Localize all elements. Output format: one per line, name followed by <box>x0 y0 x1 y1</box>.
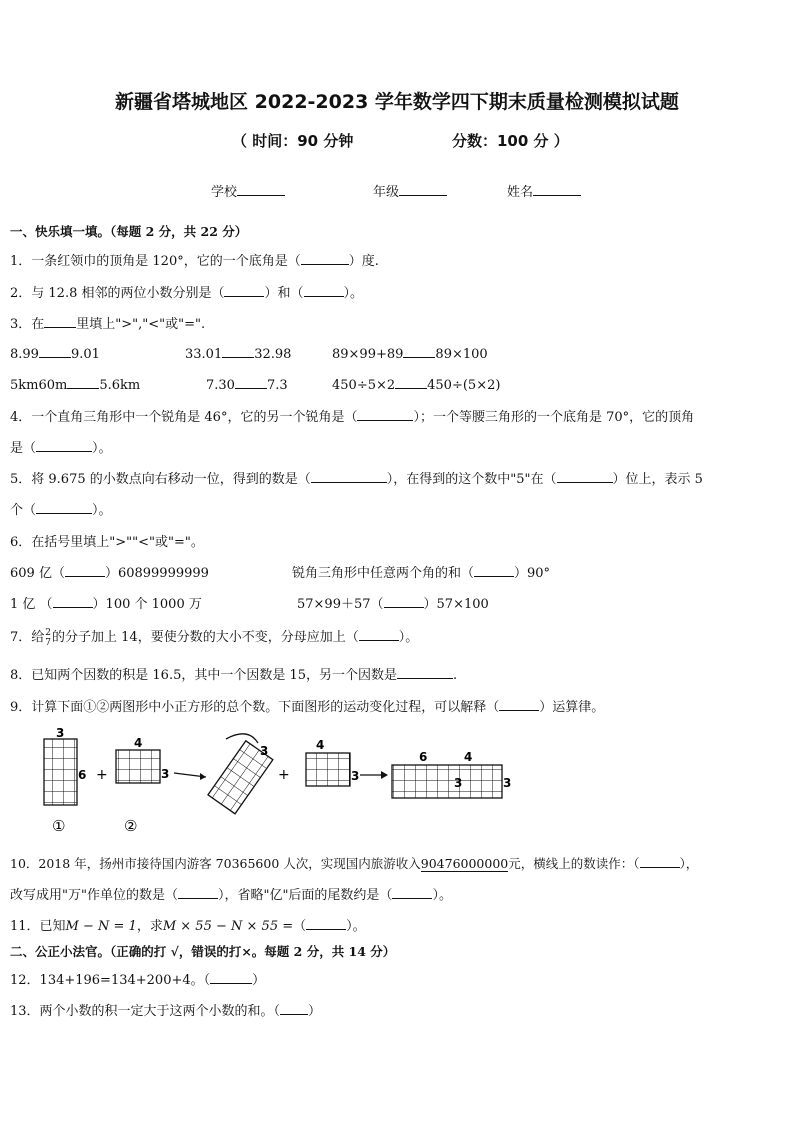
q7-blank[interactable] <box>359 626 399 641</box>
q9-blank[interactable] <box>499 696 539 711</box>
q11-text-d: ）。 <box>346 919 366 934</box>
q8-blank[interactable] <box>397 664 453 679</box>
q5-text-a: 5．将 9.675 的小数点向右移动一位，得到的数是（ <box>10 472 311 487</box>
question-6: 6．在括号里填上">""<"或"="。 <box>10 535 204 550</box>
q3-row-2-a <box>10 374 140 393</box>
q7-text-a: 7．给 <box>10 630 45 645</box>
figure-1-width-label: 3 <box>56 726 65 740</box>
question-4-line-2 <box>10 437 112 456</box>
question-10-line-1 <box>10 853 698 872</box>
question-12 <box>10 969 265 988</box>
q5-blank-1[interactable] <box>311 468 387 483</box>
figure-2-grid <box>116 750 160 783</box>
figure-1-grid <box>44 739 77 805</box>
q11-equation-2: M × 55 − N × 55 = <box>162 919 294 934</box>
question-11 <box>10 915 366 934</box>
q6-row-2-a <box>10 593 202 612</box>
q3-blank <box>44 313 76 328</box>
q4-text-d: ）。 <box>92 441 112 456</box>
q3-r2-v3: 7.30 <box>206 378 235 393</box>
q7-denominator: 7 <box>45 637 52 648</box>
combined-inner-3: 3 <box>454 776 463 790</box>
q5-text-e: ）。 <box>92 503 112 518</box>
q2-blank-2[interactable] <box>304 282 344 297</box>
q2-text: 2．与 12.8 相邻的两位小数分别是（ <box>10 286 225 301</box>
name-blank[interactable] <box>533 181 581 196</box>
q10-underlined-number: 90476000000 <box>420 856 509 871</box>
page-title: 新疆省塔城地区 2022-2023 学年数学四下期末质量检测模拟试题 <box>115 91 679 113</box>
q11-text-c: （ <box>293 919 307 934</box>
q3-row-1-a <box>10 343 100 362</box>
q3-r1-blank-1[interactable] <box>39 343 71 358</box>
question-13 <box>10 1000 321 1019</box>
q3-r1-blank-3[interactable] <box>403 343 435 358</box>
q2-mid: ）和（ <box>264 286 304 301</box>
combined-width-6: 6 <box>419 750 428 764</box>
q3-r1-blank-2[interactable] <box>222 343 254 358</box>
q8-after: . <box>453 668 458 683</box>
q7-text-c: ）。 <box>398 630 419 645</box>
q6-r1-c: 锐角三角形中任意两个角的和（ <box>292 566 475 581</box>
q6-r2-left: 1 亿 （ <box>10 597 53 612</box>
figure-2-width-label: 4 <box>134 736 143 750</box>
q10-text-c: ）， <box>679 856 699 871</box>
q13-after: ） <box>308 1004 322 1019</box>
q10-text-a: 10．2018 年，扬州市接待国内游客 70365600 人次，实现国内旅游收入 <box>10 856 421 871</box>
q10-text-f: ）。 <box>432 888 452 903</box>
question-5-line-2 <box>10 499 112 518</box>
q12-blank[interactable] <box>210 969 252 984</box>
q10-text-e: ），省略"亿"后面的尾数约是（ <box>217 888 393 903</box>
combined-height-3: 3 <box>503 776 512 790</box>
q6-r2-right: ）100 个 1000 万 <box>92 597 202 612</box>
q3-r1-v2: 9.01 <box>70 347 100 362</box>
section-1-title: 一、快乐填一填。（每题 2 分，共 22 分） <box>10 224 248 239</box>
q10-blank-3[interactable] <box>392 884 432 899</box>
name-label: 姓名 <box>507 185 534 200</box>
q6-r2-d: ）57×100 <box>423 597 489 612</box>
figure-2-copy-width: 4 <box>316 738 325 752</box>
q3-r1-v5: 89×99+89 <box>332 347 404 362</box>
question-10-line-2 <box>10 884 452 903</box>
q13-text: 13．两个小数的积一定大于这两个小数的和。（ <box>10 1004 281 1019</box>
q6-r1-d: ）90° <box>514 566 551 581</box>
q3-r1-v3: 33.01 <box>185 347 223 362</box>
q3-r2-v4: 7.3 <box>266 378 288 393</box>
arrow-2-head <box>381 771 388 779</box>
q3-r2-v5: 450÷5×2 <box>332 378 396 393</box>
section-2-title: 二、公正小法官。（正确的打 √，错误的打×。每题 2 分，共 14 分） <box>10 944 396 959</box>
school-blank[interactable] <box>237 181 285 196</box>
q7-text-b: 的分子加上 14，要使分数的大小不变，分母应加上（ <box>52 630 359 645</box>
q6-blank-1[interactable] <box>65 562 105 577</box>
name-field[interactable] <box>507 181 581 200</box>
q6-row-1-a <box>10 562 209 581</box>
question-9 <box>10 696 604 715</box>
q3-r2-v1: 5km60m <box>10 378 68 393</box>
q1-after: ）度. <box>348 254 379 269</box>
combined-width-4: 4 <box>464 750 473 764</box>
q8-text: 8．已知两个因数的积是 16.5，其中一个因数是 15，另一个因数是 <box>10 668 398 683</box>
q4-blank-1[interactable] <box>357 406 413 421</box>
q1-text: 1．一条红领巾的顶角是 120°，它的一个底角是（ <box>10 254 301 269</box>
q13-blank[interactable] <box>280 1000 308 1015</box>
q6-row-2-b <box>297 593 489 612</box>
q1-blank[interactable] <box>301 250 349 265</box>
figure-1-height-label: 6 <box>78 768 87 782</box>
q6-blank-4[interactable] <box>384 593 424 608</box>
grade-blank[interactable] <box>399 181 447 196</box>
q3-row-2-c <box>332 374 500 393</box>
q3-r2-v2: 5.6km <box>99 378 141 393</box>
q5-text-c: ）位上，表示 5 <box>612 472 703 487</box>
q4-text-a: 4．一个直角三角形中一个锐角是 46°，它的另一个锐角是（ <box>10 410 358 425</box>
question-5-line-1 <box>10 468 703 487</box>
q3-r2-blank-2[interactable] <box>235 374 267 389</box>
figure-2-copy-grid <box>306 753 350 786</box>
q3-r2-blank-1[interactable] <box>67 374 99 389</box>
q10-text-b: 元，横线上的数读作：（ <box>508 856 640 871</box>
combined-grid <box>392 765 502 798</box>
figure-plus-1: + <box>96 767 108 783</box>
question-8 <box>10 664 457 683</box>
q4-blank-2[interactable] <box>36 437 92 452</box>
q9-text-a: 9．计算下面①②两图形中小正方形的总个数。下面图形的运动变化过程，可以解释（ <box>10 700 500 715</box>
q4-text-b: ）；一个等腰三角形的一个底角是 70°，它的顶角 <box>413 410 695 425</box>
q5-blank-3[interactable] <box>36 499 92 514</box>
figure-2-copy-height: 3 <box>351 769 360 783</box>
question-7 <box>10 626 418 648</box>
q6-blank-2[interactable] <box>474 562 514 577</box>
q6-blank-3[interactable] <box>53 593 93 608</box>
arrow-1-head <box>200 773 206 780</box>
q3-r1-v6: 89×100 <box>435 347 488 362</box>
q6-r1-right: ）60899999999 <box>104 566 209 581</box>
q3-row-1-c <box>332 343 488 362</box>
q5-text-d: 个（ <box>10 503 37 518</box>
question-1 <box>10 250 379 269</box>
figure-1-caption: ① <box>52 817 66 835</box>
q2-after: ）。 <box>343 286 364 301</box>
q2-blank-1[interactable] <box>224 282 264 297</box>
q4-text-c: 是（ <box>10 441 37 456</box>
figure-2-height-label: 3 <box>161 767 170 781</box>
q6-r1-left: 609 亿（ <box>10 566 65 581</box>
q3-row-2-b <box>206 374 288 393</box>
q11-equation-1: M − N = 1 <box>65 919 137 934</box>
q11-text-a: 11．已知 <box>10 919 66 934</box>
rotated-label-3: 3 <box>260 744 269 758</box>
question-2 <box>10 282 363 301</box>
figure-2-caption: ② <box>124 817 138 835</box>
school-field[interactable] <box>211 181 285 200</box>
school-label: 学校 <box>211 185 238 200</box>
grade-field[interactable] <box>373 181 447 200</box>
q12-text: 12．134+196=134+200+4。（ <box>10 973 211 988</box>
q6-r2-c: 57×99＋57（ <box>297 597 384 612</box>
q12-after: ） <box>252 973 266 988</box>
q3-row-1-b <box>185 343 291 362</box>
q5-text-b: ），在得到的这个数中"5"在（ <box>386 472 557 487</box>
q3-r1-v4: 32.98 <box>254 347 292 362</box>
q9-text-b: ）运算律。 <box>539 700 605 715</box>
q3-r1-v1: 8.99 <box>10 347 39 362</box>
question-4-line-1 <box>10 406 694 425</box>
q7-fraction <box>45 628 51 648</box>
score-label: 分数：100 分 ） <box>452 132 569 150</box>
question-3 <box>10 313 205 332</box>
q11-text-b: ，求 <box>136 919 163 934</box>
q10-blank-1[interactable] <box>640 853 680 868</box>
q5-blank-2[interactable] <box>557 468 613 483</box>
q7-numerator: 2 <box>45 627 52 638</box>
q3-r2-blank-3[interactable] <box>395 374 427 389</box>
figure-plus-2: + <box>278 767 290 783</box>
q10-text-d: 改写成用"万"作单位的数是（ <box>10 888 178 903</box>
q9-figure <box>30 725 510 837</box>
time-label: （ 时间：90 分钟 <box>232 132 354 150</box>
q10-blank-2[interactable] <box>178 884 218 899</box>
q3-after: 里填上">","<"或"=". <box>76 317 206 332</box>
q3-r2-v6: 450÷(5×2) <box>427 378 501 393</box>
rotation-arc <box>226 734 258 743</box>
q11-blank[interactable] <box>306 915 346 930</box>
grade-label: 年级 <box>373 185 400 200</box>
q3-text: 3．在 <box>10 317 45 332</box>
q6-row-1-b <box>292 562 550 581</box>
